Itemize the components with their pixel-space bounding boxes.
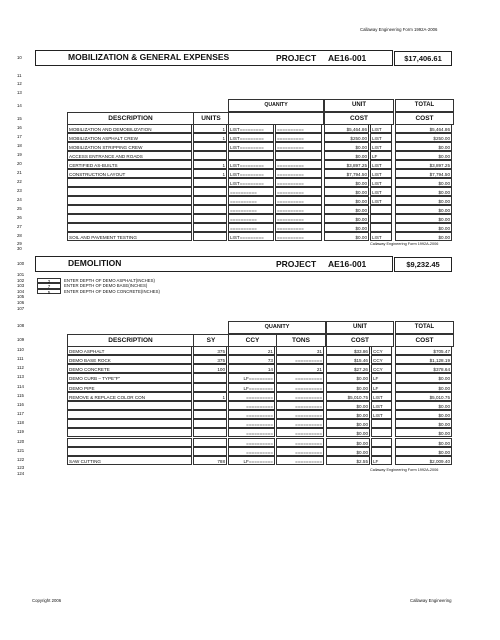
unit-cost-header: COST: [324, 112, 394, 125]
row-number: 118: [17, 420, 24, 426]
unit-cost-cell[interactable]: $0.00: [324, 232, 369, 241]
footer-copyright: Copyright 2006: [32, 598, 62, 603]
row-number: 16: [17, 125, 22, 130]
sy-cell[interactable]: [193, 401, 227, 410]
unit-header: UNIT: [324, 99, 394, 112]
unit-cell[interactable]: LIST: [370, 133, 392, 142]
project-code: AE16-001: [328, 259, 367, 269]
total-cost-cell[interactable]: $0.00: [395, 205, 452, 214]
ccy-cell[interactable]: ==========: [228, 419, 275, 428]
total-cost-cell[interactable]: $0.00: [395, 410, 452, 419]
ccy-cell[interactable]: 14: [228, 364, 275, 373]
unit-cell[interactable]: CCY: [371, 364, 392, 373]
unit-cell[interactable]: CCY: [371, 355, 392, 364]
total-cost-cell[interactable]: $0.00: [395, 223, 452, 232]
total-cost-cell[interactable]: $0.00: [395, 428, 452, 437]
units-cell[interactable]: [193, 223, 227, 232]
unit-cell[interactable]: LIST: [370, 169, 392, 178]
row-number: 105: [17, 294, 25, 300]
quantity-cell[interactable]: LIST=========: [228, 160, 274, 169]
unit-cell[interactable]: LIST: [370, 124, 392, 133]
unit-cell[interactable]: [371, 428, 392, 437]
depth-input[interactable]: 5: [37, 289, 61, 295]
row-number: 106: [17, 300, 25, 305]
unit-cell[interactable]: LF: [371, 456, 392, 465]
quantity-cell-2[interactable]: ==========: [275, 187, 322, 196]
row-number: 20: [17, 161, 22, 166]
description-header: DESCRIPTION: [67, 112, 194, 125]
units-cell[interactable]: [193, 178, 227, 187]
quantity-cell[interactable]: LIST=========: [228, 133, 274, 142]
quantity-cell[interactable]: [228, 151, 274, 160]
tons-cell[interactable]: ==========: [276, 383, 324, 392]
unit-cost-cell[interactable]: $33.86: [326, 346, 370, 355]
unit-cost-cell[interactable]: $0.00: [326, 401, 370, 410]
row-number: 122: [17, 456, 25, 462]
row-number: 101: [17, 272, 25, 277]
row-number: 111: [17, 356, 24, 362]
quantity-cell-2[interactable]: ==========: [275, 223, 322, 232]
description-cell[interactable]: [67, 214, 192, 223]
row-number: 14: [17, 103, 22, 108]
tons-cell[interactable]: ==========: [276, 419, 324, 428]
description-header: DESCRIPTION: [67, 334, 194, 347]
total-cost-cell[interactable]: $0.00: [395, 373, 452, 382]
total-cost-cell[interactable]: $0.00: [395, 383, 452, 392]
description-cell[interactable]: [67, 205, 192, 214]
row-number: 21: [17, 170, 22, 175]
sy-header: SY: [193, 334, 229, 347]
unit-cost-cell[interactable]: $15.46: [326, 355, 370, 364]
unit-cost-cell[interactable]: $250.00: [324, 133, 369, 142]
description-cell[interactable]: [67, 401, 192, 410]
quantity-cell-2[interactable]: ==========: [275, 160, 322, 169]
total-header: TOTAL: [395, 99, 454, 112]
demolition-title: DEMOLITION: [68, 258, 122, 268]
unit-cell[interactable]: [371, 438, 392, 447]
ccy-cell[interactable]: ==========: [228, 428, 275, 437]
quantity-cell[interactable]: ==========: [228, 223, 274, 232]
unit-cost-cell[interactable]: $5,010.75: [326, 392, 370, 401]
tons-cell[interactable]: ==========: [276, 428, 324, 437]
unit-cost-cell[interactable]: $3,897.25: [324, 160, 369, 169]
row-number: 23: [17, 188, 22, 193]
row-number: 108: [17, 323, 25, 328]
total-cost-cell[interactable]: $0.00: [395, 447, 452, 456]
units-cell[interactable]: 1: [193, 160, 227, 169]
units-cell[interactable]: [193, 196, 227, 205]
unit-cost-cell[interactable]: $0.00: [326, 383, 370, 392]
sy-cell[interactable]: [193, 428, 227, 437]
description-cell[interactable]: [67, 428, 192, 437]
description-cell[interactable]: CONSTRUCTION LAYOUT: [67, 169, 192, 178]
quantity-cell-2[interactable]: [275, 151, 322, 160]
ccy-header: CCY: [228, 334, 277, 347]
row-number: 17: [17, 134, 22, 139]
row-number: 10: [17, 55, 22, 60]
footer-company: Callaway Engineering: [410, 598, 452, 603]
unit-cost-cell[interactable]: $0.00: [326, 438, 370, 447]
unit-cost-cell[interactable]: $0.00: [326, 373, 370, 382]
project-label: PROJECT: [276, 259, 317, 269]
row-number: 102: [17, 277, 25, 283]
quantity-cell[interactable]: ==========: [228, 187, 274, 196]
row-number: 109: [17, 337, 25, 342]
total-cost-cell[interactable]: $0.00: [395, 232, 452, 241]
unit-cost-cell[interactable]: $0.00: [326, 419, 370, 428]
ccy-cell[interactable]: 73: [228, 355, 275, 364]
quantity-header: QUANITY: [228, 99, 324, 112]
description-cell[interactable]: DEMO CONCRETE: [67, 364, 192, 373]
unit-cell[interactable]: [370, 223, 392, 232]
row-number: 103: [17, 283, 25, 289]
sy-cell[interactable]: [193, 447, 227, 456]
sy-cell[interactable]: [193, 373, 227, 382]
description-cell[interactable]: ACCESS ENTRANCE AND ROADS: [67, 151, 192, 160]
depth-label: ENTER DEPTH OF DEMO BASE(INCHES): [64, 283, 148, 289]
units-cell[interactable]: [193, 151, 227, 160]
unit-cost-header: COST: [326, 334, 394, 347]
row-number: 107: [17, 305, 25, 311]
tons-cell[interactable]: ==========: [276, 392, 324, 401]
quantity-cell[interactable]: ==========: [228, 196, 274, 205]
description-cell[interactable]: [67, 410, 192, 419]
row-number: 120: [17, 438, 25, 444]
row-number: 19: [17, 152, 22, 157]
row-number: 115: [17, 392, 24, 398]
row-number: 13: [17, 90, 22, 95]
unit-cost-cell[interactable]: $0.00: [324, 205, 369, 214]
row-number: 22: [17, 179, 22, 184]
total-cost-cell[interactable]: $378.64: [395, 364, 452, 373]
row-number: 11: [17, 73, 22, 78]
mobilization-total[interactable]: $17,406.61: [394, 51, 452, 66]
ccy-cell[interactable]: ==========: [228, 401, 275, 410]
unit-cost-cell[interactable]: $0.00: [324, 214, 369, 223]
row-number: 112: [17, 365, 24, 371]
quantity-cell[interactable]: ==========: [228, 214, 274, 223]
units-cell[interactable]: 1: [193, 124, 227, 133]
sy-cell[interactable]: 100: [193, 364, 227, 373]
quantity-cell-2[interactable]: ==========: [275, 124, 322, 133]
description-cell[interactable]: [67, 419, 192, 428]
sy-cell[interactable]: 788: [193, 456, 227, 465]
unit-cell[interactable]: LIST: [370, 142, 392, 151]
unit-cost-cell[interactable]: $5,464.86: [324, 124, 369, 133]
ccy-cell[interactable]: LF=========: [228, 373, 275, 382]
row-number: 30: [17, 246, 22, 251]
units-cell[interactable]: 1: [193, 133, 227, 142]
total-cost-cell[interactable]: $0.00: [395, 187, 452, 196]
ccy-cell[interactable]: LF=========: [228, 383, 275, 392]
quantity-cell[interactable]: LIST=========: [228, 142, 274, 151]
units-cell[interactable]: [193, 205, 227, 214]
total-cost-cell[interactable]: $3,897.25: [395, 160, 452, 169]
description-cell[interactable]: SOIL AND PAVEMENT TESTING: [67, 232, 192, 241]
unit-cell[interactable]: LF: [370, 151, 392, 160]
unit-cell[interactable]: [371, 447, 392, 456]
total-cost-cell[interactable]: $0.00: [395, 151, 452, 160]
description-cell[interactable]: DEMO PIPE: [67, 383, 192, 392]
unit-cost-cell[interactable]: $0.00: [326, 428, 370, 437]
unit-cell[interactable]: [371, 419, 392, 428]
row-number: 18: [17, 143, 22, 148]
depth-label: ENTER DEPTH OF DEMO CONCRETE(INCHES): [64, 288, 160, 294]
unit-cost-cell[interactable]: $0.00: [324, 196, 369, 205]
row-number: 123: [17, 465, 25, 470]
total-cost-header: COST: [395, 334, 454, 347]
quantity-cell[interactable]: ==========: [228, 205, 274, 214]
tons-cell[interactable]: ==========: [276, 456, 324, 465]
quantity-cell-2[interactable]: ==========: [275, 214, 322, 223]
row-number: 124: [17, 471, 25, 476]
description-cell[interactable]: MOBILIZATION ASPHALT CREW: [67, 133, 192, 142]
units-cell[interactable]: [193, 214, 227, 223]
description-cell[interactable]: CERTIFIED AS-BUILTS: [67, 160, 192, 169]
total-cost-cell[interactable]: $250.00: [395, 133, 452, 142]
unit-cell[interactable]: LIST: [370, 178, 392, 187]
description-cell[interactable]: [67, 178, 192, 187]
sy-cell[interactable]: [193, 410, 227, 419]
description-cell[interactable]: [67, 223, 192, 232]
project-code: AE16-001: [328, 53, 367, 63]
unit-cell[interactable]: [370, 205, 392, 214]
tons-cell[interactable]: 31: [276, 346, 324, 355]
ccy-cell[interactable]: ==========: [228, 392, 275, 401]
total-cost-cell[interactable]: $5,010.75: [395, 392, 452, 401]
unit-cost-cell[interactable]: $27.26: [326, 364, 370, 373]
unit-cell[interactable]: CCY: [371, 346, 392, 355]
unit-cost-cell[interactable]: $2.55: [326, 456, 370, 465]
unit-header: UNIT: [326, 321, 394, 334]
unit-cost-cell[interactable]: $0.00: [324, 178, 369, 187]
mobilization-title: MOBILIZATION & GENERAL EXPENSES: [68, 52, 230, 62]
ccy-cell[interactable]: ==========: [228, 447, 275, 456]
unit-cell[interactable]: LIST: [370, 160, 392, 169]
ccy-cell[interactable]: ==========: [228, 410, 275, 419]
total-cost-cell[interactable]: $2,009.40: [395, 456, 452, 465]
row-number: 117: [17, 411, 24, 417]
quantity-cell-2[interactable]: ==========: [275, 169, 322, 178]
description-cell[interactable]: SAW CUTTING: [67, 456, 192, 465]
quantity-cell[interactable]: LIST=========: [228, 232, 274, 241]
row-number: 114: [17, 383, 24, 389]
description-cell[interactable]: REMOVE & REPLACE COLOR CON: [67, 392, 192, 401]
unit-cell[interactable]: LF: [371, 373, 392, 382]
units-cell[interactable]: 1: [193, 169, 227, 178]
unit-cell[interactable]: LF: [371, 383, 392, 392]
row-number: 24: [17, 197, 22, 202]
total-cost-cell[interactable]: $0.00: [395, 419, 452, 428]
total-header: TOTAL: [395, 321, 454, 334]
quantity-cell[interactable]: LIST=========: [228, 178, 274, 187]
quantity-cell-2[interactable]: ==========: [275, 232, 322, 241]
total-cost-cell[interactable]: $5,464.86: [395, 124, 452, 133]
unit-cell[interactable]: LIST: [370, 232, 392, 241]
quantity-cell-2[interactable]: ==========: [275, 142, 322, 151]
description-cell[interactable]: DEMO ASPHALT: [67, 346, 192, 355]
row-number: 15: [17, 116, 22, 121]
row-number: 29: [17, 241, 22, 246]
units-cell[interactable]: [193, 232, 227, 241]
sy-cell[interactable]: 1: [193, 392, 227, 401]
depth-label: ENTER DEPTH OF DEMO ASPHALT(INCHES): [64, 277, 155, 283]
unit-cost-cell[interactable]: $0.00: [326, 447, 370, 456]
units-cell[interactable]: [193, 187, 227, 196]
sy-cell[interactable]: 375: [193, 346, 227, 355]
description-cell[interactable]: DEMO BASE ROCK: [67, 355, 192, 364]
quantity-cell-2[interactable]: ==========: [275, 178, 322, 187]
unit-cell[interactable]: [370, 214, 392, 223]
unit-cell[interactable]: LIST: [370, 187, 392, 196]
sy-cell[interactable]: 375: [193, 355, 227, 364]
row-number: 110: [17, 347, 24, 352]
row-number: 121: [17, 447, 25, 453]
row-number: 104: [17, 288, 25, 294]
tons-cell[interactable]: ==========: [276, 401, 324, 410]
unit-cost-cell[interactable]: $0.00: [324, 187, 369, 196]
total-cost-cell[interactable]: $0.00: [395, 438, 452, 447]
row-number: 26: [17, 215, 22, 220]
description-cell[interactable]: [67, 447, 192, 456]
unit-cost-cell[interactable]: $0.00: [324, 151, 369, 160]
total-cost-cell[interactable]: $1,128.19: [395, 355, 452, 364]
description-cell[interactable]: DEMO CURB – TYPE"F": [67, 373, 192, 382]
units-header: UNITS: [193, 112, 229, 125]
tons-cell[interactable]: ==========: [276, 355, 324, 364]
total-cost-cell[interactable]: $705.47: [395, 346, 452, 355]
unit-cell[interactable]: LIST: [370, 196, 392, 205]
total-cost-cell[interactable]: $0.00: [395, 178, 452, 187]
row-number: 100: [17, 261, 25, 266]
ccy-cell[interactable]: ==========: [228, 438, 275, 447]
sy-cell[interactable]: [193, 419, 227, 428]
tons-cell[interactable]: ==========: [276, 447, 324, 456]
row-number: 27: [17, 224, 22, 229]
row-number: 119: [17, 429, 24, 435]
tons-cell[interactable]: ==========: [276, 438, 324, 447]
description-cell[interactable]: [67, 187, 192, 196]
demolition-total[interactable]: $9,232.45: [394, 257, 452, 272]
sy-cell[interactable]: [193, 438, 227, 447]
row-number: 25: [17, 206, 22, 211]
quantity-cell[interactable]: LIST=========: [228, 169, 274, 178]
unit-cost-cell[interactable]: $0.00: [324, 223, 369, 232]
unit-cost-cell[interactable]: $7,794.50: [324, 169, 369, 178]
total-cost-cell[interactable]: $0.00: [395, 214, 452, 223]
unit-cell[interactable]: LIST: [371, 401, 392, 410]
total-cost-header: COST: [395, 112, 454, 125]
form-label: Callaway Engineering Form 1992A-2006: [370, 468, 439, 472]
tons-cell[interactable]: ==========: [276, 373, 324, 382]
depth-input[interactable]: 2: [37, 278, 61, 284]
tons-cell[interactable]: 21: [276, 364, 324, 373]
sy-cell[interactable]: [193, 383, 227, 392]
description-cell[interactable]: MOBILIZATION AND DEMOBILIZATION: [67, 124, 192, 133]
total-cost-cell[interactable]: $0.00: [395, 142, 452, 151]
row-number: 116: [17, 401, 24, 407]
quantity-cell[interactable]: LIST=========: [228, 124, 274, 133]
description-cell[interactable]: [67, 196, 192, 205]
total-cost-cell[interactable]: $7,794.50: [395, 169, 452, 178]
quantity-cell-2[interactable]: ==========: [275, 133, 322, 142]
quantity-cell-2[interactable]: ==========: [275, 205, 322, 214]
row-number: 113: [17, 374, 24, 380]
unit-cell[interactable]: LIST: [371, 410, 392, 419]
description-cell[interactable]: [67, 438, 192, 447]
project-label: PROJECT: [276, 53, 317, 63]
ccy-cell[interactable]: 21: [228, 346, 275, 355]
description-cell[interactable]: MOBILIZATION STRIPPING CREW: [67, 142, 192, 151]
total-cost-cell[interactable]: $0.00: [395, 196, 452, 205]
ccy-cell[interactable]: LF=========: [228, 456, 275, 465]
quantity-header: QUANITY: [228, 321, 326, 334]
units-cell[interactable]: [193, 142, 227, 151]
form-label-top: Callaway Engineering Form 1992A-2006: [360, 27, 438, 32]
depth-input[interactable]: 7: [37, 283, 61, 289]
unit-cost-cell[interactable]: $0.00: [326, 410, 370, 419]
tons-cell[interactable]: ==========: [276, 410, 324, 419]
total-cost-cell[interactable]: $0.00: [395, 401, 452, 410]
unit-cell[interactable]: LIST: [371, 392, 392, 401]
row-number: 12: [17, 81, 22, 86]
quantity-cell-2[interactable]: ==========: [275, 196, 322, 205]
tons-header: TONS: [276, 334, 326, 347]
form-label: Callaway Engineering Form 1992A-2006: [370, 242, 439, 246]
unit-cost-cell[interactable]: $0.00: [324, 142, 369, 151]
row-number: 28: [17, 233, 22, 238]
